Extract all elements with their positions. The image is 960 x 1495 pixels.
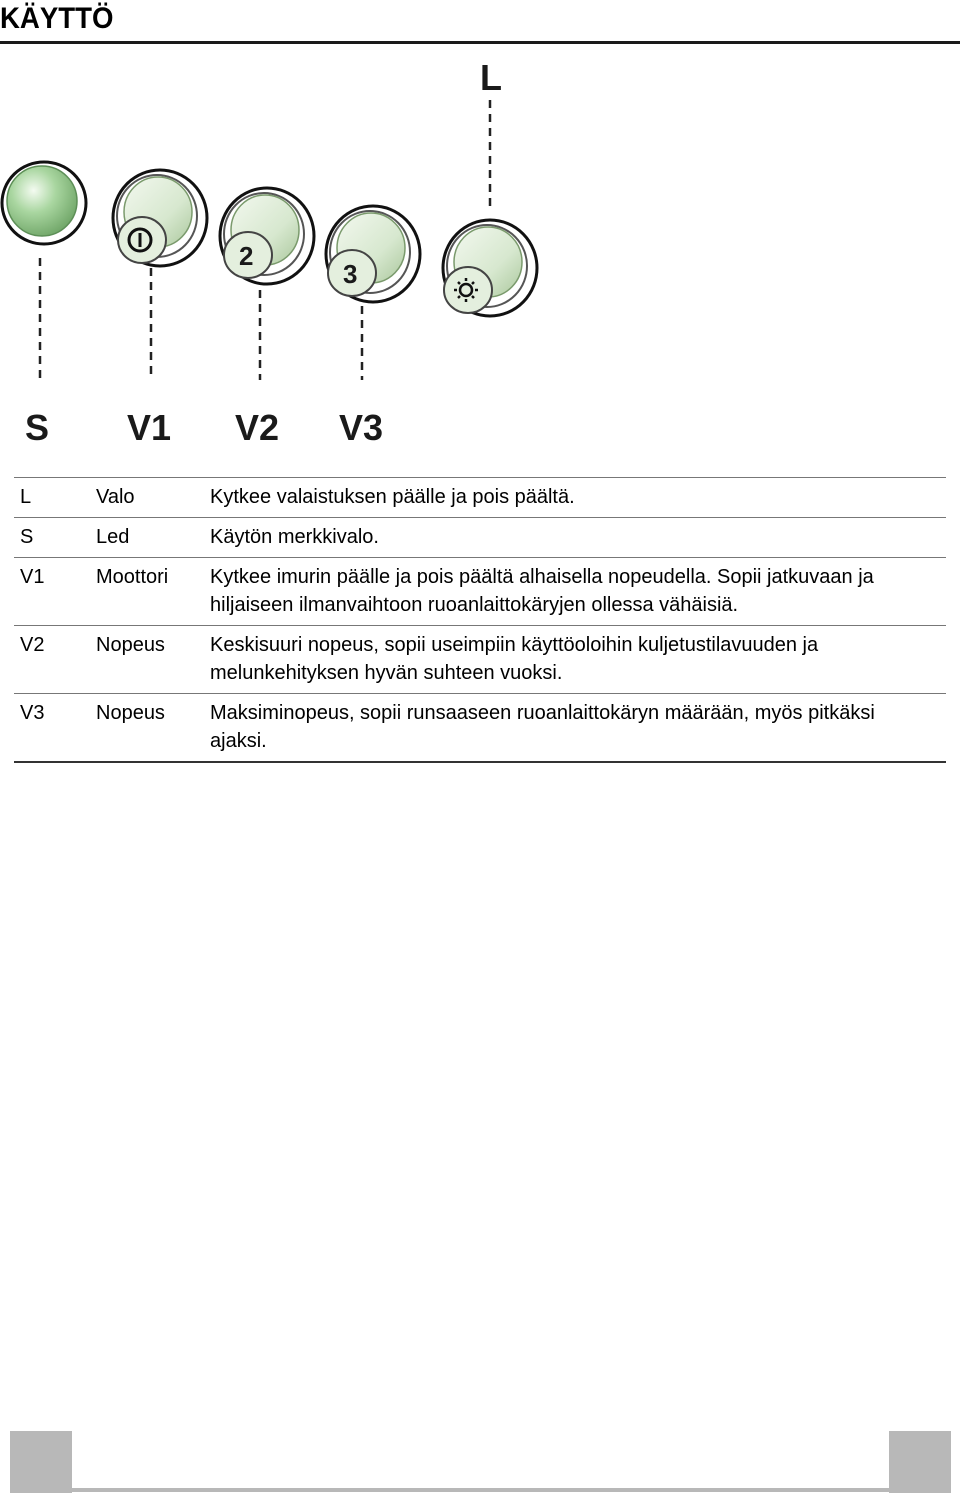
footer-page-tab-left <box>10 1431 72 1493</box>
table-row <box>14 558 946 626</box>
light-knob[interactable] <box>443 220 537 316</box>
control-panel-illustration <box>0 50 960 460</box>
v3-knob[interactable] <box>326 206 420 302</box>
v3-label: V3 <box>339 407 384 448</box>
row-description: Käytön merkkivalo. <box>204 518 946 558</box>
row-description: Kytkee valaistuksen päälle ja pois päältä. <box>204 478 946 518</box>
v1-label: V1 <box>127 407 172 448</box>
table-row <box>14 626 946 694</box>
table-row <box>14 478 946 518</box>
row-code: V2 <box>14 626 90 694</box>
footer-divider <box>72 1488 889 1492</box>
v1-knob[interactable] <box>113 170 207 266</box>
row-name: Nopeus <box>90 626 204 694</box>
row-description: Maksiminopeus, sopii runsaaseen ruoanlaittokäryn määrään, myös pitkäksi ajaksi. <box>204 694 946 763</box>
row-description: Keskisuuri nopeus, sopii useimpiin käyttöoloihin kuljetustilavuuden ja melunkehityksen hyvän suhteen vuoksi. <box>204 626 946 694</box>
v3-glyph: 3 <box>343 259 358 289</box>
led-label: S <box>25 407 50 448</box>
light-label: L <box>480 57 502 98</box>
footer-page-tab-right <box>889 1431 951 1493</box>
v2-knob[interactable] <box>220 188 314 284</box>
row-description: Kytkee imurin päälle ja pois päältä alhaisella nopeudella. Sopii jatkuvaan ja hiljaiseen ilmanvaihtoon ruoanlaittokäryjen ollessa vähäisiä. <box>204 558 946 626</box>
led-indicator <box>2 162 86 244</box>
row-code: V1 <box>14 558 90 626</box>
title-divider <box>0 41 960 44</box>
v2-label: V2 <box>235 407 280 448</box>
row-name: Nopeus <box>90 694 204 763</box>
row-code: L <box>14 478 90 518</box>
table-row <box>14 518 946 558</box>
row-code: S <box>14 518 90 558</box>
page-title: KÄYTTÖ <box>0 2 114 35</box>
row-name: Valo <box>90 478 204 518</box>
row-name: Led <box>90 518 204 558</box>
v2-glyph: 2 <box>239 241 254 271</box>
table-row <box>14 694 946 763</box>
row-name: Moottori <box>90 558 204 626</box>
controls-legend-table <box>14 477 946 763</box>
row-code: V3 <box>14 694 90 763</box>
